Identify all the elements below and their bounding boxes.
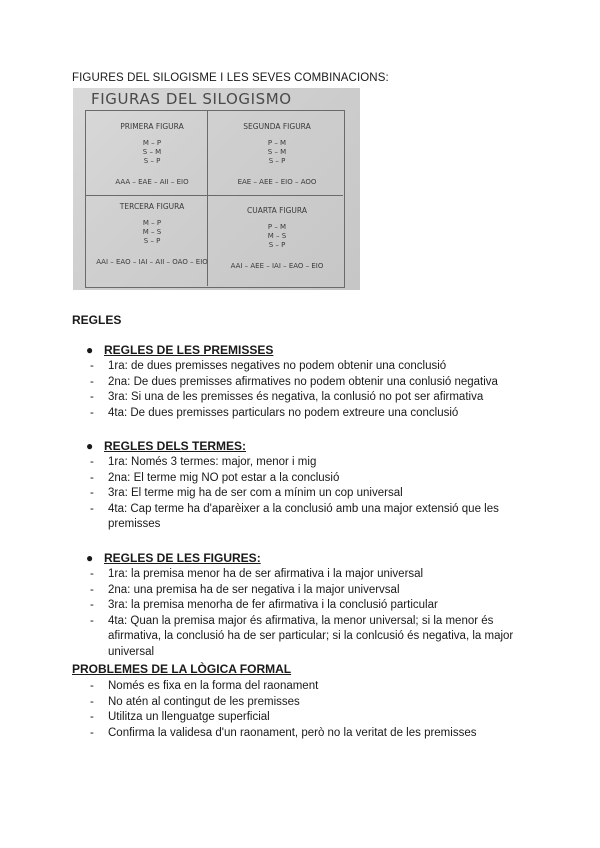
syllogism-figures-photo: [73, 88, 360, 290]
list-item-text: 1ra: de dues premisses negatives no podem obtenir una conclusió: [108, 360, 447, 372]
list-item: [90, 567, 530, 583]
dash-icon: -: [90, 360, 94, 372]
list-termes: [90, 455, 530, 533]
section-heading-premisses: [86, 343, 273, 357]
list-item-text: Confirma la validesa d'un raonament, però no la veritat de les premisses: [108, 726, 477, 739]
list-item-text: 1ra: la premisa menor ha de ser afirmativa i la major universal: [108, 568, 424, 580]
dash-icon: -: [90, 487, 94, 499]
dash-icon: -: [90, 583, 94, 596]
figure-line: P – M: [267, 223, 287, 231]
dash-icon: -: [90, 375, 94, 388]
dash-icon: -: [90, 502, 94, 515]
list-item: [90, 614, 530, 661]
figure-name: SEGUNDA FIGURA: [243, 122, 311, 131]
list-item-text: 2na: El terme mig NO pot estar a la conclusió: [108, 471, 340, 484]
list-figures: [90, 567, 530, 660]
list-item: [90, 679, 530, 695]
dash-icon: -: [90, 406, 94, 419]
section-heading-text: REGLES DE LES FIGURES:: [104, 551, 261, 565]
list-item: [90, 375, 530, 391]
figure-combos: AAI – EAO – IAI – AII – OAO – EIO: [96, 258, 208, 266]
list-item: [90, 455, 530, 471]
dash-icon: -: [90, 695, 94, 708]
dash-icon: -: [90, 391, 94, 403]
list-item: [90, 359, 530, 375]
figure-line: S – P: [268, 241, 286, 249]
figure-line: M – S: [267, 232, 287, 240]
grid-divider-horizontal: [85, 195, 343, 196]
figure-line: S – P: [143, 157, 161, 165]
section-heading-text: REGLES DE LES PREMISSES: [104, 343, 274, 357]
section-heading-figures: [86, 551, 261, 565]
list-item-text: 1ra: Només 3 termes: major, menor i mig: [108, 456, 317, 468]
figure-name: TERCERA FIGURA: [119, 202, 185, 211]
list-item-text: Utilitza un llenguatge superficial: [108, 711, 270, 723]
dash-icon: -: [90, 711, 94, 723]
figure-name: PRIMERA FIGURA: [120, 122, 184, 131]
figure-line: S – P: [143, 237, 161, 245]
list-item: [90, 471, 530, 487]
list-item-text: 4ta: Quan la premisa major és afirmativa, la menor universal; si la menor és afirmativa, la conclusió ha de ser particular; si la conlcusió és negativa, la major universal: [108, 614, 514, 658]
figure-line: M – S: [142, 228, 162, 236]
figure-cell-2: [215, 122, 339, 187]
list-item: [90, 406, 530, 422]
dash-icon: -: [90, 726, 94, 739]
figure-name: CUARTA FIGURA: [247, 206, 307, 215]
list-problemes: [90, 679, 530, 741]
list-item-text: 4ta: Cap terme ha d'aparèixer a la conclusió amb una major extensió que les premisses: [108, 502, 499, 530]
list-item: [90, 695, 530, 711]
figure-cell-1: [89, 122, 215, 187]
section-heading-text: REGLES DELS TERMES:: [104, 439, 247, 453]
figure-line: M – P: [142, 139, 162, 147]
list-item-text: 4ta: De dues premisses particulars no podem extreure una conclusió: [108, 406, 459, 419]
regles-heading: REGLES: [72, 313, 122, 327]
list-item-text: No atén al contingut de les premisses: [108, 695, 300, 708]
list-item-text: 3ra: El terme mig ha de ser com a mínim un cop universal: [108, 487, 403, 499]
figure-combos: AAI – AEE – IAI – EAO – EIO: [230, 262, 324, 270]
figure-line: P – M: [267, 139, 287, 147]
section-heading-termes: [86, 439, 246, 453]
bullet-icon: ●: [86, 439, 94, 453]
figure-line: S – M: [267, 148, 287, 156]
document-title: FIGURES DEL SILOGISME I LES SEVES COMBINACIONS:: [72, 72, 389, 84]
figure-line: S – P: [268, 157, 286, 165]
list-item: [90, 598, 530, 614]
bullet-icon: ●: [86, 343, 94, 357]
problemes-heading: PROBLEMES DE LA LÒGICA FORMAL: [72, 662, 292, 676]
list-item-text: 2na: De dues premisses afirmatives no podem obtenir una conlusió negativa: [108, 375, 498, 388]
dash-icon: -: [90, 568, 94, 580]
list-item-text: 3ra: la premisa menorha de fer afirmativa i la conclusió particular: [108, 599, 438, 611]
dash-icon: -: [90, 456, 94, 468]
list-item: [90, 726, 530, 742]
list-item: [90, 502, 530, 533]
figure-cell-3: [89, 202, 215, 267]
photo-heading: FIGURAS DEL SILOGISMO: [91, 90, 292, 108]
list-item: [90, 486, 530, 502]
figure-cell-4: [215, 206, 339, 271]
list-item-text: 3ra: Si una de les premisses és negativa, la conlusió no pot ser afirmativa: [108, 391, 484, 403]
dash-icon: -: [90, 680, 94, 692]
list-item-text: 2na: una premisa ha de ser negativa i la major univervsal: [108, 583, 400, 596]
dash-icon: -: [90, 599, 94, 611]
figure-combos: AAA – EAE – AII – EIO: [115, 178, 189, 186]
dash-icon: -: [90, 471, 94, 484]
list-premisses: [90, 359, 530, 421]
bullet-icon: ●: [86, 551, 94, 565]
list-item: [90, 390, 530, 406]
list-item: [90, 710, 530, 726]
list-item: [90, 583, 530, 599]
figure-line: M – P: [142, 219, 162, 227]
figure-combos: EAE – AEE – EIO – AOO: [237, 178, 317, 186]
dash-icon: -: [90, 614, 94, 627]
figure-line: S – M: [142, 148, 162, 156]
list-item-text: Només es fixa en la forma del raonament: [108, 680, 319, 692]
